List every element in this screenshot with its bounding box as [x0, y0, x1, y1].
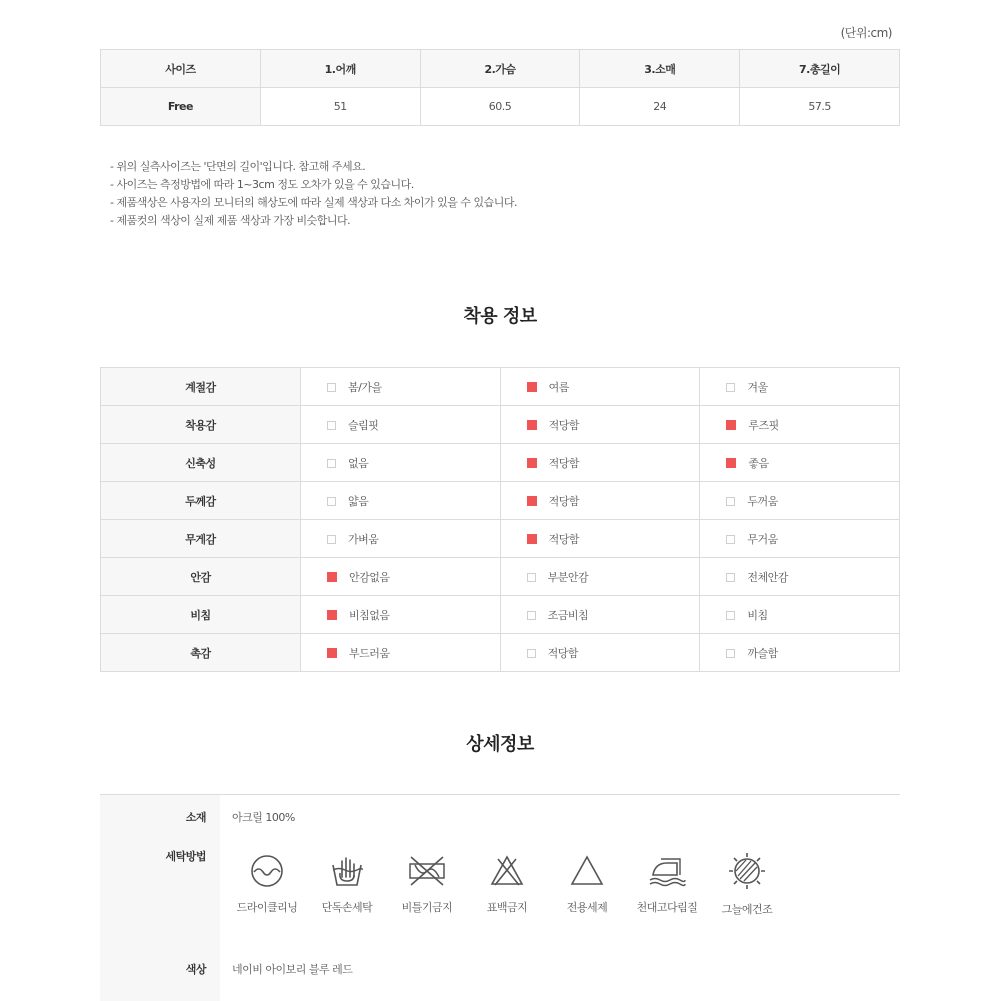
size-header-cell: 2.가슴 [420, 50, 580, 88]
fit-option [500, 558, 700, 596]
fit-row-label: 신축성 [101, 444, 301, 482]
unchecked-box-icon [327, 383, 336, 392]
fit-option [301, 482, 501, 520]
material-value: 아크릴 100% [232, 811, 295, 824]
size-notes [110, 158, 517, 230]
size-table-header [101, 50, 900, 88]
fit-option [500, 482, 700, 520]
size-value-cell: 57.5 [740, 88, 900, 126]
unchecked-box-icon [726, 573, 735, 582]
shade-dry-icon [727, 851, 767, 891]
fit-row-label: 안감 [101, 558, 301, 596]
fit-option [700, 520, 900, 558]
fit-option-label: 적당함 [547, 646, 579, 660]
care-item-label: 단독손세탁 [321, 901, 373, 914]
care-item-label: 천대고다림질 [636, 901, 698, 914]
fit-row-label: 촉감 [101, 634, 301, 672]
size-header-cell: 1.어깨 [260, 50, 420, 88]
special-detergent-icon [569, 853, 605, 889]
fit-option [700, 444, 900, 482]
unchecked-box-icon [726, 383, 735, 392]
fit-option-label: 부분안감 [547, 570, 589, 584]
checked-box-icon [527, 496, 537, 506]
care-label: 세탁방법 [165, 850, 206, 863]
fit-option [301, 406, 501, 444]
checked-box-icon [327, 572, 337, 582]
unchecked-box-icon [327, 421, 336, 430]
fit-option-label: 좋음 [748, 456, 769, 470]
fit-option-label: 적당함 [548, 456, 580, 470]
size-value-cell: 24 [580, 88, 740, 126]
color-value: 네이비 아이보리 블루 레드 [232, 963, 353, 976]
care-item [712, 853, 782, 917]
fit-row [101, 596, 900, 634]
fit-option [700, 558, 900, 596]
fit-option [301, 558, 501, 596]
size-header-cell: 사이즈 [101, 50, 261, 88]
checked-box-icon [327, 648, 337, 658]
fit-option-label: 겨울 [747, 380, 768, 394]
fit-row-label: 계절감 [101, 368, 301, 406]
fit-row-label: 무게감 [101, 520, 301, 558]
fit-row [101, 368, 900, 406]
checked-box-icon [527, 420, 537, 430]
fit-option-label: 전체안감 [747, 570, 788, 584]
checked-box-icon [726, 420, 736, 430]
note-line: - 위의 실측사이즈는 '단면의 길이'입니다. 참고해 주세요. [110, 160, 366, 173]
care-item-label: 그늘에건조 [721, 903, 773, 916]
care-item-label: 드라이클리닝 [236, 901, 298, 914]
fit-info-title: 착용 정보 [463, 306, 537, 327]
fit-option [500, 520, 700, 558]
fit-option-label: 적당함 [548, 418, 580, 432]
hand-wash-icon [329, 853, 365, 889]
checked-box-icon [327, 610, 337, 620]
checked-box-icon [527, 382, 537, 392]
unchecked-box-icon [327, 535, 336, 544]
size-value-cell: 60.5 [420, 88, 580, 126]
fit-row-label: 착용감 [101, 406, 301, 444]
care-item [552, 853, 622, 915]
fit-option [301, 444, 501, 482]
fit-option [301, 368, 501, 406]
note-line: - 사이즈는 측정방법에 따라 1~3cm 정도 오차가 있을 수 있습니다. [110, 178, 414, 191]
care-item-label: 표백금지 [486, 901, 528, 914]
fit-option [700, 406, 900, 444]
size-table [100, 49, 900, 126]
fit-option [500, 406, 700, 444]
size-header-cell: 3.소매 [580, 50, 740, 88]
unchecked-box-icon [726, 497, 735, 506]
no-bleach-icon [489, 853, 525, 889]
size-value-cell: 51 [260, 88, 420, 126]
fit-option [301, 520, 501, 558]
fit-option [500, 444, 700, 482]
fit-info-table [100, 367, 900, 672]
fit-option [301, 596, 501, 634]
fit-option [500, 634, 700, 672]
detail-info-panel [100, 794, 900, 1001]
dry-clean-icon [249, 853, 285, 889]
unchecked-box-icon [327, 497, 336, 506]
fit-option-label: 적당함 [548, 532, 580, 546]
unchecked-box-icon [726, 535, 735, 544]
fit-option-label: 없음 [348, 456, 369, 470]
fit-option-label: 슬림핏 [348, 418, 379, 432]
fit-option [700, 634, 900, 672]
fit-row [101, 634, 900, 672]
fit-option-label: 조금비침 [547, 608, 589, 622]
fit-option-label: 두꺼움 [747, 494, 778, 508]
fit-row [101, 482, 900, 520]
fit-option-label: 까슬함 [747, 646, 778, 660]
care-item [232, 853, 302, 915]
checked-box-icon [527, 534, 537, 544]
fit-row [101, 558, 900, 596]
iron-cloth-icon [647, 853, 687, 889]
fit-option-label: 여름 [548, 380, 569, 394]
size-row-label: Free [101, 88, 261, 126]
size-table-row [101, 88, 900, 126]
unchecked-box-icon [527, 611, 536, 620]
unchecked-box-icon [327, 459, 336, 468]
fit-option-label: 루즈핏 [748, 418, 779, 432]
unit-note: (단위:cm) [840, 26, 892, 40]
fit-option-label: 부드러움 [349, 646, 390, 660]
care-item [392, 853, 462, 915]
care-item [472, 853, 542, 915]
note-line: - 제품색상은 사용자의 모니터의 해상도에 따라 실제 색상과 다소 차이가 있을 수 있습니다. [110, 196, 517, 209]
fit-option-label: 무거움 [747, 532, 778, 546]
fit-option-label: 비침없음 [349, 608, 390, 622]
unchecked-box-icon [726, 649, 735, 658]
care-item [312, 853, 382, 915]
care-item [632, 853, 702, 915]
fit-option-label: 비침 [747, 608, 768, 622]
checked-box-icon [527, 458, 537, 468]
no-wring-icon [407, 853, 447, 889]
fit-option [700, 368, 900, 406]
detail-info-title: 상세정보 [466, 734, 534, 755]
fit-row [101, 520, 900, 558]
fit-option-label: 얇음 [348, 494, 369, 508]
fit-option [700, 596, 900, 634]
size-header-cell: 7.총길이 [740, 50, 900, 88]
unchecked-box-icon [527, 649, 536, 658]
fit-option-label: 안감없음 [349, 570, 390, 584]
material-label: 소재 [185, 811, 206, 824]
note-line: - 제품컷의 색상이 실제 제품 색상과 가장 비슷합니다. [110, 214, 351, 227]
fit-row-label: 두께감 [101, 482, 301, 520]
fit-option [500, 596, 700, 634]
fit-option-label: 봄/가을 [348, 380, 382, 394]
fit-option [700, 482, 900, 520]
fit-row-label: 비침 [101, 596, 301, 634]
care-instructions [232, 853, 773, 923]
fit-option [301, 634, 501, 672]
color-label: 색상 [185, 963, 206, 976]
fit-option-label: 적당함 [548, 494, 580, 508]
checked-box-icon [726, 458, 736, 468]
care-item-label: 전용세제 [566, 901, 608, 914]
unchecked-box-icon [527, 573, 536, 582]
fit-option [500, 368, 700, 406]
fit-row [101, 406, 900, 444]
fit-row [101, 444, 900, 482]
care-item-label: 비틀기금지 [401, 901, 453, 914]
fit-option-label: 가벼움 [348, 532, 379, 546]
unchecked-box-icon [726, 611, 735, 620]
